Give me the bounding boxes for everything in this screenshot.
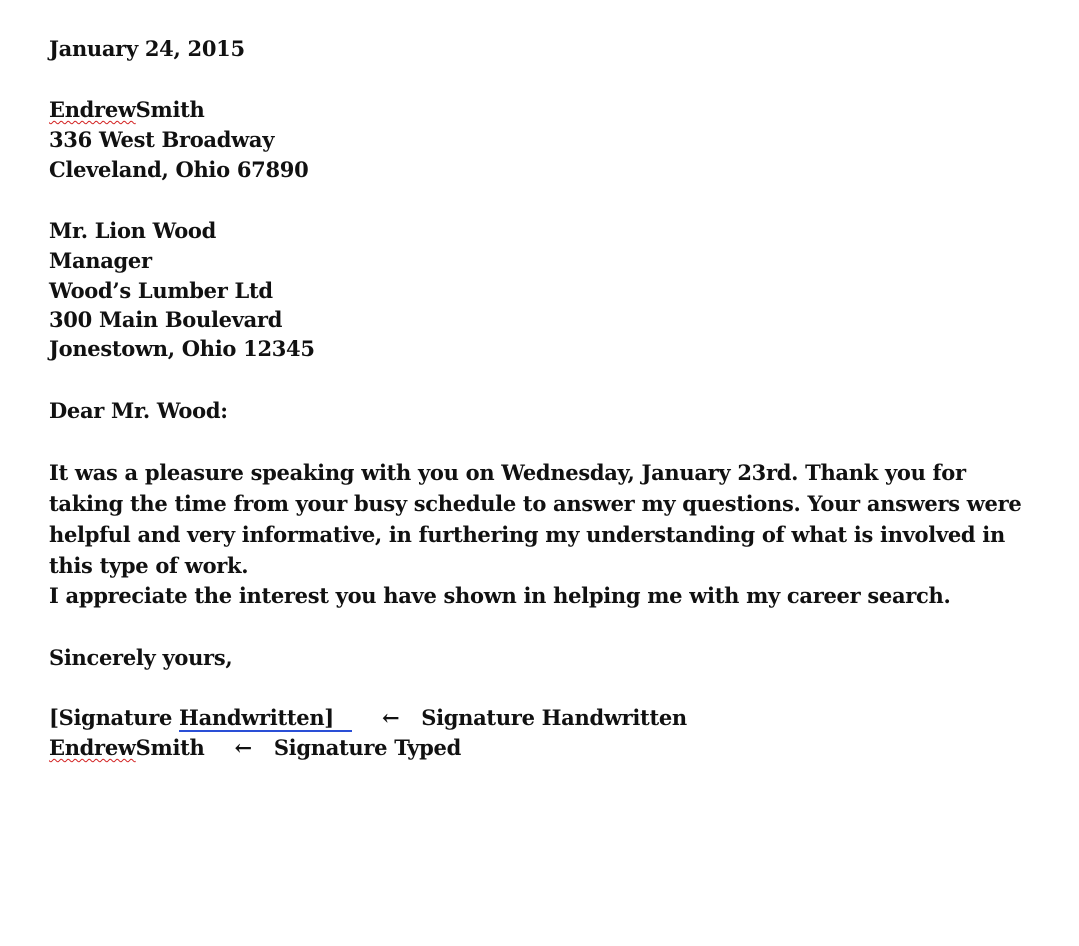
- left-arrow-icon: ←: [234, 735, 252, 760]
- signature-handwritten-word: Handwritten]: [179, 705, 352, 732]
- sender-first-name: Endrew: [49, 97, 136, 122]
- closing: Sincerely yours,: [49, 645, 233, 670]
- signature-typed-note: Signature Typed: [273, 735, 461, 760]
- salutation: Dear Mr. Wood:: [49, 398, 228, 423]
- body-paragraph-2: I appreciate the interest you have shown in helping me with my career search.: [49, 583, 951, 608]
- recipient-city: Jonestown, Ohio 12345: [49, 336, 315, 361]
- sender-last-name: Smith: [135, 97, 205, 122]
- body-paragraph-1: It was a pleasure speaking with you on Wednesday, January 23rd. Thank you for taking the time from your busy schedule to answer my questions. Your answers were helpful and very informative, in furthering my understanding of what is involved in this type of work.: [49, 460, 1022, 578]
- sender-street: 336 West Broadway: [49, 127, 275, 152]
- recipient-street: 300 Main Boulevard: [49, 307, 283, 332]
- sender-city: Cleveland, Ohio 67890: [49, 157, 309, 182]
- letter-date: January 24, 2015: [49, 36, 245, 61]
- left-arrow-icon: ←: [381, 705, 400, 730]
- recipient-title: Manager: [49, 248, 152, 273]
- signature-typed-first: Endrew: [49, 735, 136, 760]
- recipient-company: Wood’s Lumber Ltd: [49, 278, 273, 303]
- signature-typed-line: [49, 733, 461, 763]
- signature-handwritten-note: Signature Handwritten: [421, 705, 687, 730]
- signature-handwritten-line: [49, 703, 687, 733]
- signature-typed-last: Smith: [135, 735, 205, 760]
- signature-handwritten-prefix: [Signature: [49, 705, 180, 730]
- sender-name: [49, 95, 205, 125]
- recipient-name: Mr. Lion Wood: [49, 218, 217, 243]
